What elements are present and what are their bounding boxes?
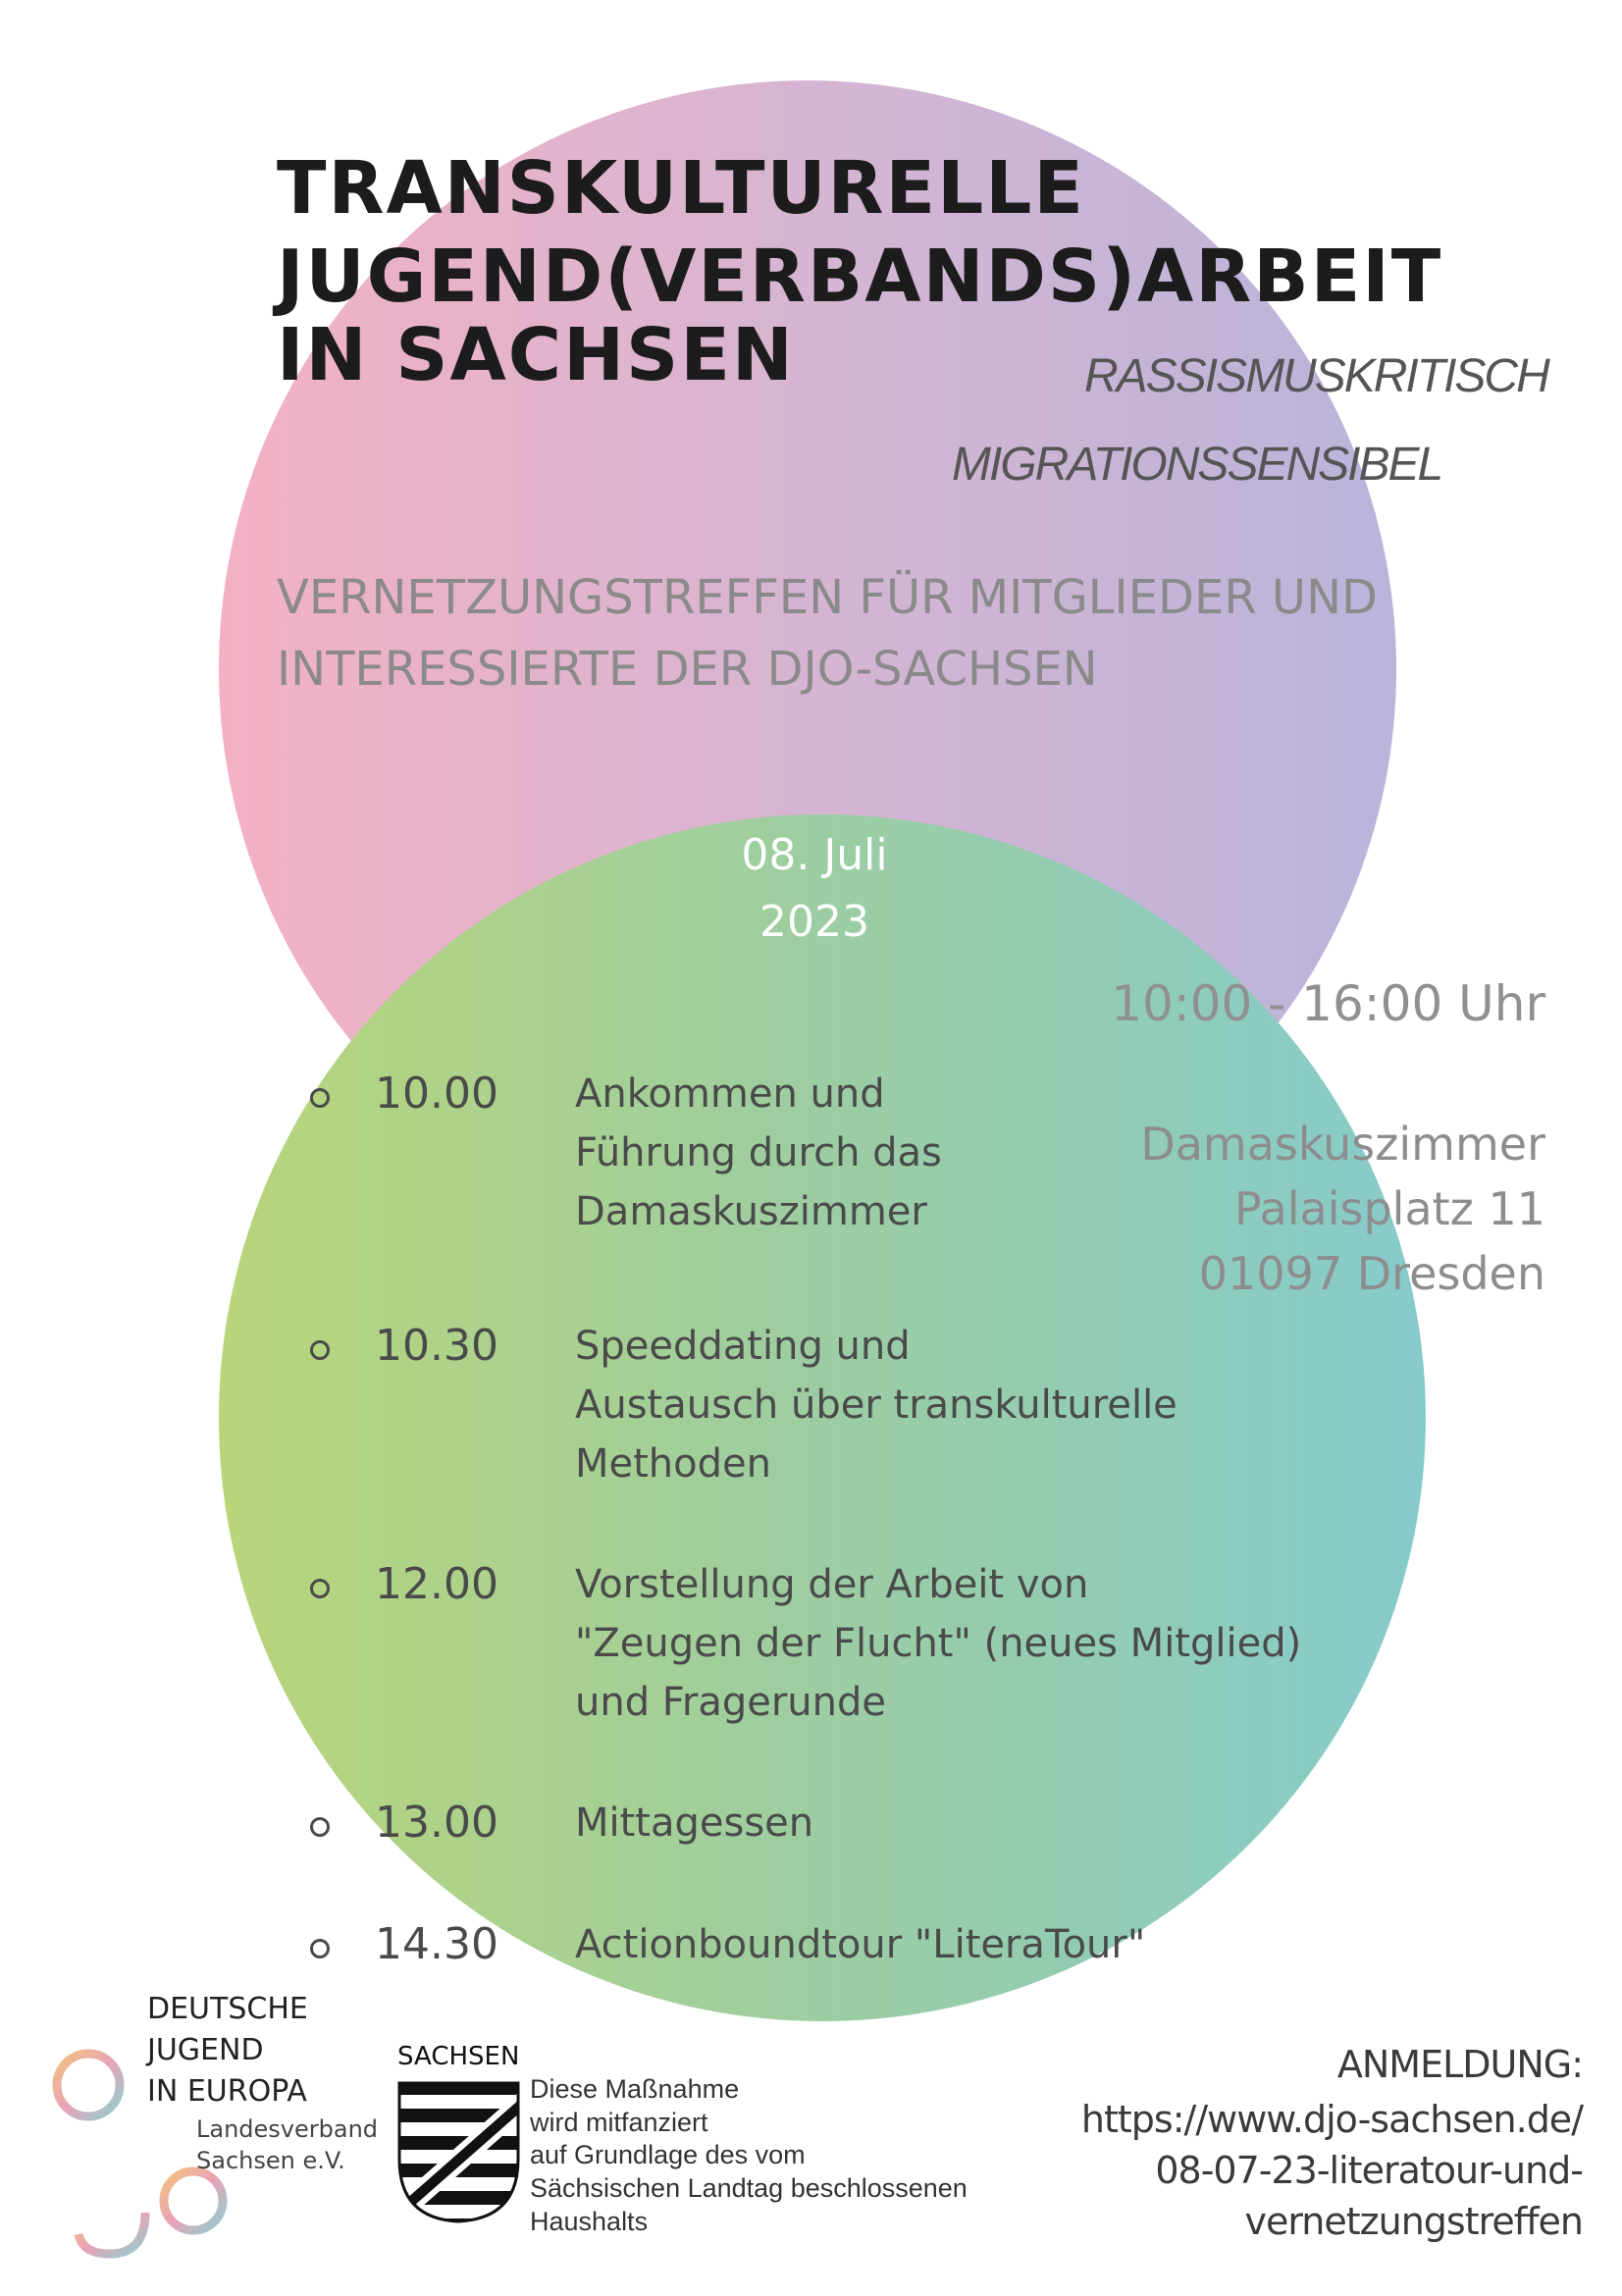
bullet-circle-icon [310,1939,330,1958]
tag-migrationssensibel: MIGRATIONSSENSIBEL [952,439,1442,491]
registration-url-line[interactable]: https://www.djo-sachsen.de/ [1080,2098,1583,2141]
event-date-day: 08. Juli [741,830,888,880]
funding-line: wird mitfanziert [530,2108,708,2137]
agenda-text-line: Methoden [575,1441,771,1487]
bullet-circle-icon [310,1579,330,1598]
title-line-2: JUGEND(VERBANDS)ARBEIT [277,235,1443,319]
agenda-text-line: "Zeugen der Flucht" (neues Mitglied) [575,1621,1302,1666]
registration-url-line[interactable]: 08-07-23-literatour-und- [1155,2149,1583,2192]
logo-sub-line: Landesverband [196,2115,379,2143]
agenda-text-line: Actionboundtour "LiteraTour" [575,1922,1146,1967]
logo-name-line: IN EUROPA [147,2074,307,2109]
bullet-circle-icon [310,1088,330,1108]
agenda-text-line: Vorstellung der Arbeit von [575,1562,1089,1607]
agenda-text-line: Führung durch das [575,1130,942,1175]
event-time-range: 10:00 - 16:00 Uhr [1111,975,1545,1032]
logo-name-line: JUGEND [147,2033,264,2067]
registration-heading: ANMELDUNG: [1336,2043,1583,2086]
agenda-time: 14.30 [375,1919,498,1969]
agenda-text-line: Speeddating und [575,1324,911,1369]
sachsen-name: SACHSEN [397,2042,520,2071]
agenda-text [575,1794,1321,1852]
title-line-1: TRANSKULTURELLE [277,146,1085,231]
agenda-text [575,1555,1321,1732]
address-line-3: 01097 Dresden [1198,1247,1545,1300]
agenda-text [575,1915,1321,1974]
agenda-time: 10.30 [375,1321,498,1371]
funding-line: auf Grundlage des vom [530,2140,806,2169]
logo-name-line: DEUTSCHE [147,1992,308,2026]
agenda-text-line: Mittagessen [575,1800,814,1846]
registration-url-line[interactable]: vernetzungstreffen [1244,2200,1583,2243]
funding-line: Haushalts [530,2207,649,2236]
agenda-text-line: Austausch über transkulturelle [575,1383,1177,1428]
event-date-year: 2023 [759,897,869,947]
agenda-text-line: und Fragerunde [575,1680,887,1725]
bullet-circle-icon [310,1817,330,1837]
bullet-circle-icon [310,1340,330,1360]
logo-sub-line: Sachsen e.V. [196,2147,345,2174]
address-line-2: Palaisplatz 11 [1233,1182,1545,1235]
funding-line: Diese Maßnahme [530,2074,740,2104]
agenda-text-line: Ankommen und [575,1071,885,1117]
funding-line: Sächsischen Landtag beschlossenen [530,2173,968,2203]
agenda-time: 12.00 [375,1559,498,1609]
title-line-3: IN SACHSEN [277,313,795,397]
agenda-text [575,1317,1321,1493]
tag-rassismuskritisch: RASSISMUSKRITISCH [1084,350,1548,402]
agenda-text [575,1065,1321,1241]
agenda-time: 10.00 [375,1069,498,1119]
subtitle-line-1: VERNETZUNGSTREFFEN FÜR MITGLIEDER UND [277,570,1378,625]
subtitle-line-2: INTERESSIERTE DER DJO-SACHSEN [277,642,1098,697]
sachsen-coat-of-arms-icon [397,2081,520,2223]
agenda-time: 13.00 [375,1798,498,1848]
address-line-1: Damaskuszimmer [1140,1118,1545,1171]
agenda-text-line: Damaskuszimmer [575,1189,927,1234]
